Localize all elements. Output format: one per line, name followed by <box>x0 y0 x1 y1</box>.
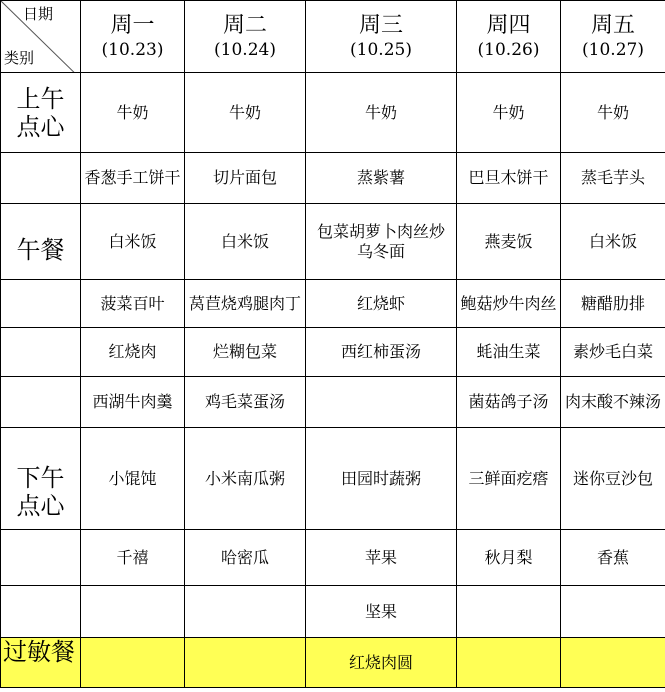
category-empty <box>1 280 81 328</box>
category-empty <box>1 530 81 586</box>
menu-cell: 牛奶 <box>185 73 306 153</box>
menu-cell: 蒸毛芋头 <box>561 153 665 204</box>
corner-category-label: 类别 <box>4 49 35 67</box>
day-name: 周二 <box>222 12 267 38</box>
menu-cell <box>457 586 561 638</box>
menu-cell <box>457 638 561 688</box>
category-label: 下午 <box>16 463 65 492</box>
menu-cell: 素炒毛白菜 <box>561 328 665 377</box>
menu-cell: 切片面包 <box>185 153 306 204</box>
day-date: (10.27) <box>582 39 644 60</box>
category-label: 午餐 <box>16 235 65 264</box>
category-empty <box>1 153 81 204</box>
menu-cell: 红烧虾 <box>306 280 457 328</box>
menu-cell: 包菜胡萝卜肉丝炒乌冬面 <box>306 204 457 280</box>
menu-cell <box>561 638 665 688</box>
menu-cell: 蚝油生菜 <box>457 328 561 377</box>
table-row <box>1 204 665 280</box>
menu-cell: 菠菜百叶 <box>81 280 185 328</box>
menu-cell: 鸡毛菜蛋汤 <box>185 377 306 428</box>
menu-cell: 蒸紫薯 <box>306 153 457 204</box>
day-header-mon <box>81 1 185 73</box>
menu-cell <box>185 586 306 638</box>
menu-cell: 三鲜面疙瘩 <box>457 428 561 530</box>
table-row <box>1 377 665 428</box>
category-lunch <box>1 204 81 280</box>
category-afternoon-snack <box>1 428 81 530</box>
menu-cell: 糖醋肋排 <box>561 280 665 328</box>
category-empty <box>1 586 81 638</box>
menu-cell <box>561 586 665 638</box>
day-name: 周四 <box>486 12 531 38</box>
day-name: 周一 <box>110 12 155 38</box>
menu-cell: 牛奶 <box>561 73 665 153</box>
corner-date-label: 日期 <box>23 5 54 23</box>
day-date: (10.25) <box>350 39 412 60</box>
menu-cell <box>185 638 306 688</box>
table-row <box>1 530 665 586</box>
category-label: 上午 <box>16 84 65 113</box>
menu-cell: 巴旦木饼干 <box>457 153 561 204</box>
table-row <box>1 428 665 530</box>
menu-cell: 田园时蔬粥 <box>306 428 457 530</box>
day-header-tue <box>185 1 306 73</box>
menu-cell: 烂糊包菜 <box>185 328 306 377</box>
allergy-row <box>1 638 665 688</box>
menu-cell <box>306 377 457 428</box>
menu-cell: 白米饭 <box>81 204 185 280</box>
menu-cell: 西红柿蛋汤 <box>306 328 457 377</box>
menu-cell: 西湖牛肉羹 <box>81 377 185 428</box>
category-label: 点心 <box>16 491 65 520</box>
day-header-wed <box>306 1 457 73</box>
menu-cell: 肉末酸不辣汤 <box>561 377 665 428</box>
table-row <box>1 73 665 153</box>
menu-cell: 坚果 <box>306 586 457 638</box>
corner-cell <box>1 1 81 73</box>
menu-cell: 红烧肉 <box>81 328 185 377</box>
menu-cell: 哈密瓜 <box>185 530 306 586</box>
menu-cell: 红烧肉圆 <box>306 638 457 688</box>
day-date: (10.26) <box>477 39 540 60</box>
menu-cell: 迷你豆沙包 <box>561 428 665 530</box>
menu-cell: 香葱手工饼干 <box>81 153 185 204</box>
menu-cell: 小馄饨 <box>81 428 185 530</box>
header-row <box>1 1 665 73</box>
table-row <box>1 153 665 204</box>
menu-cell: 苹果 <box>306 530 457 586</box>
menu-cell: 白米饭 <box>185 204 306 280</box>
day-header-fri <box>561 1 665 73</box>
category-label: 点心 <box>16 112 65 141</box>
menu-cell: 香蕉 <box>561 530 665 586</box>
menu-cell <box>81 586 185 638</box>
table-row <box>1 280 665 328</box>
menu-cell: 牛奶 <box>457 73 561 153</box>
menu-cell: 燕麦饭 <box>457 204 561 280</box>
day-name: 周三 <box>358 12 403 38</box>
table-row <box>1 328 665 377</box>
category-morning-snack <box>1 73 81 153</box>
day-date: (10.24) <box>214 39 276 60</box>
menu-cell: 鲍菇炒牛肉丝 <box>457 280 561 328</box>
menu-cell: 白米饭 <box>561 204 665 280</box>
day-name: 周五 <box>590 12 635 38</box>
category-allergy <box>1 638 81 688</box>
menu-cell: 小米南瓜粥 <box>185 428 306 530</box>
menu-cell: 千禧 <box>81 530 185 586</box>
category-empty <box>1 377 81 428</box>
menu-cell: 菌菇鸽子汤 <box>457 377 561 428</box>
day-date: (10.23) <box>101 39 164 60</box>
day-header-thu <box>457 1 561 73</box>
category-label: 过敏餐 <box>3 638 75 666</box>
menu-cell <box>81 638 185 688</box>
menu-cell: 牛奶 <box>306 73 457 153</box>
table-row <box>1 586 665 638</box>
category-empty <box>1 328 81 377</box>
menu-cell: 秋月梨 <box>457 530 561 586</box>
menu-cell: 牛奶 <box>81 73 185 153</box>
menu-cell: 莴苣烧鸡腿肉丁 <box>185 280 306 328</box>
